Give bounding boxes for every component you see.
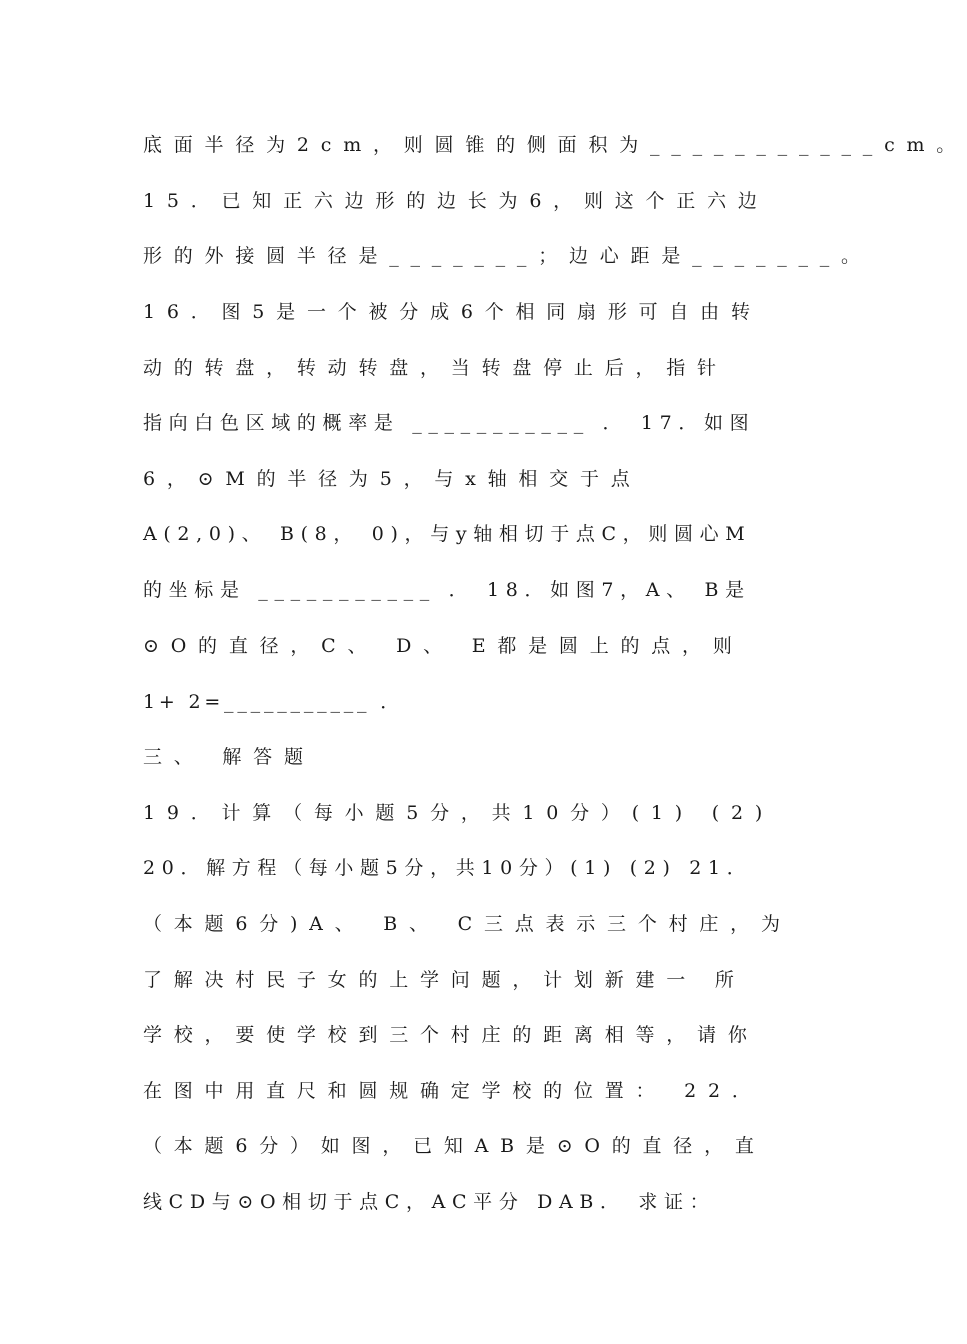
text-line-11: 1+ 2=___________ ． [143,691,403,713]
text-line-20: 线CD与⊙O相切于点C，AC平分 DAB． 求证： [143,1191,716,1213]
text-line-10: ⊙O的直径，C、 D、 E都是圆上的点，则 [143,635,744,657]
text-line-17: 学校，要使学校到三个村庄的距离相等，请你 [143,1024,759,1046]
text-line-14: 20．解方程（每小题5分，共10分）(1) (2) 21． [143,857,753,879]
text-line-5: 动的转盘，转动转盘，当转盘停止后，指针 [143,357,728,379]
section-heading: 三、 解答题 [143,746,315,768]
text-line-19: （本题6分）如图，已知AB是⊙O的直径，直 [143,1135,766,1157]
text-line-18: 在图中用直尺和圆规确定学校的位置： 22． [143,1080,763,1102]
text-line-13: 19．计算（每小题5分，共10分）(1) (2) [143,802,775,824]
text-line-15: （本题6分)A、 B、 C三点表示三个村庄，为 [143,913,792,935]
text-line-2: 15．已知正六边形的边长为6，则这个正六边 [143,190,769,212]
text-line-9: 的坐标是 ___________ ． 18．如图7，A、 B是 [143,579,751,601]
text-line-1: 底面半径为2cm，则圆锥的侧面积为___________cm。 [143,134,967,156]
text-line-16: 了解决村民子女的上学问题，计划新建一 所 [143,969,746,991]
text-line-8: A(2,0)、 B(8， 0)，与y轴相切于点C，则圆心M [143,523,752,545]
text-line-4: 16．图5是一个被分成6个相同扇形可自由转 [143,301,762,323]
text-line-7: 6，⊙M的半径为5，与x轴相交于点 [143,468,642,490]
text-line-3: 形的外接圆半径是_______；边心距是_______。 [143,245,872,267]
text-line-6: 指向白色区域的概率是 ___________ ． 17．如图 [143,412,756,434]
